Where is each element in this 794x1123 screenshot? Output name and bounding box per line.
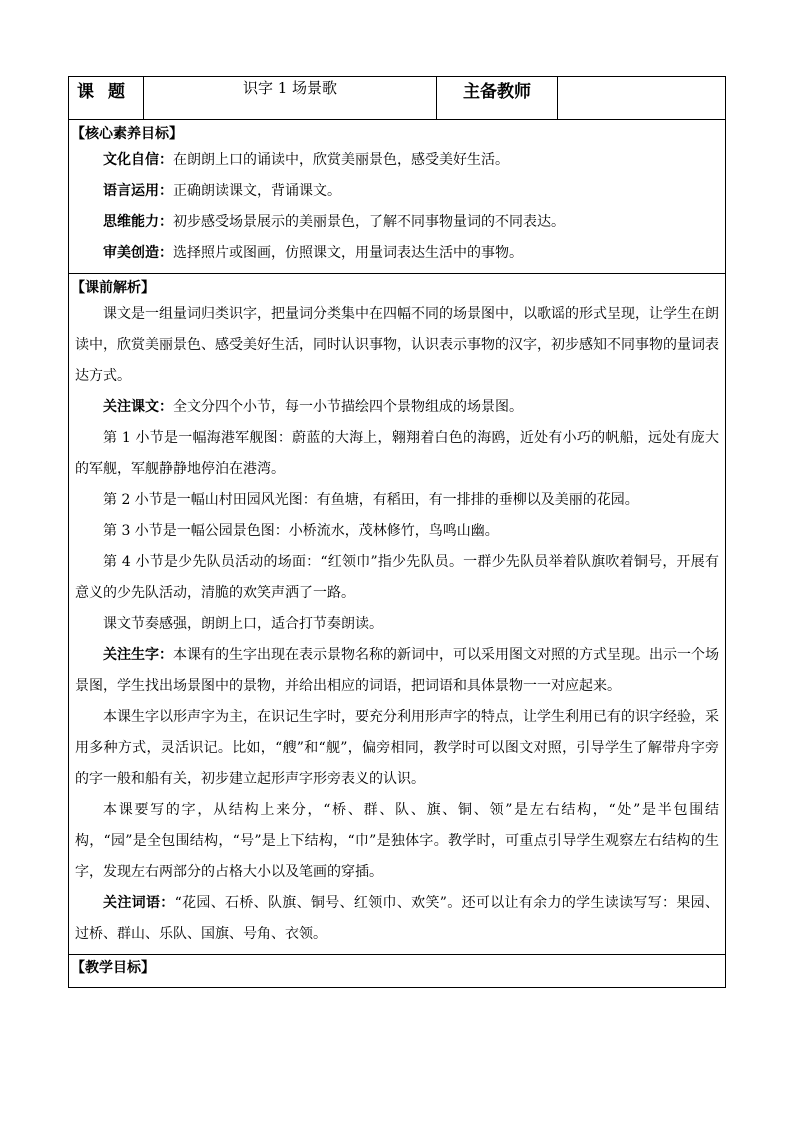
analysis-heading: 【课前解析】 — [71, 280, 155, 296]
analysis-row — [69, 274, 726, 955]
teacher-label: 主备教师 — [437, 77, 558, 120]
paragraph — [75, 795, 719, 888]
core-goals-heading: 【核心素养目标】 — [71, 126, 183, 142]
analysis-section — [69, 274, 726, 955]
paragraph — [75, 176, 719, 207]
paragraph-text: 课文是一组量词归类识字，把量词分类集中在四幅不同的场景图中，以歌谣的形式呈现，让学生在朗读中，欣赏美丽景色、感受美好生活，同时认识事物，认识表示事物的汉字，初步感知不同事物的量词表达方式。 — [75, 306, 719, 384]
paragraph-text: 本课生字以形声字为主，在识记生字时，要充分利用形声字的特点，让学生利用已有的识字经验，采用多种方式，灵活识记。比如，“艘”和“舰”，偏旁相同，教学时可以图文对照，引导学生了解带舟字旁的字一般和船有关，初步建立起形声字形旁表义的认识。 — [75, 709, 719, 787]
teacher-value[interactable] — [558, 77, 726, 120]
paragraph — [75, 207, 719, 238]
core-goals-list — [75, 145, 719, 269]
paragraph-text: 第 2 小节是一幅山村田园风光图：有鱼塘，有稻田，有一排排的垂柳以及美丽的花园。 — [103, 492, 639, 508]
paragraph-text: 初步感受场景展示的美丽景色，了解不同事物量词的不同表达。 — [173, 214, 565, 230]
core-goals-section — [69, 120, 726, 274]
paragraph-text: 第 1 小节是一幅海港军舰图：蔚蓝的大海上，翱翔着白色的海鸥，近处有小巧的帆船，远处有庞大的军舰，军舰静静地停泊在港湾。 — [75, 430, 719, 477]
paragraph — [75, 702, 719, 795]
paragraph-term: 思维能力： — [103, 214, 173, 230]
paragraph-text: 选择照片或图画，仿照课文，用量词表达生活中的事物。 — [173, 245, 523, 261]
paragraph-text: 第 3 小节是一幅公园景色图：小桥流水，茂林修竹，鸟鸣山幽。 — [103, 523, 499, 539]
paragraph — [75, 547, 719, 609]
paragraph-term: 语言运用： — [103, 183, 173, 199]
paragraph — [75, 392, 719, 423]
paragraph — [75, 640, 719, 702]
paragraph — [75, 516, 719, 547]
paragraph-text: 本课有的生字出现在表示景物名称的新词中，可以采用图文对照的方式呈现。出示一个场景图，学生找出场景图中的景物，并给出相应的词语，把词语和具体景物一一对应起来。 — [75, 647, 719, 694]
analysis-list — [75, 299, 719, 950]
paragraph-text: 本课要写的字，从结构上来分，“桥、群、队、旗、铜、领”是左右结构，“处”是半包围结构，“园”是全包围结构，“号”是上下结构，“巾”是独体字。教学时，可重点引导学生观察左右结构的生字，发现左右两部分的占格大小以及笔画的穿插。 — [75, 802, 719, 880]
paragraph-text: 在朗朗上口的诵读中，欣赏美丽景色，感受美好生活。 — [173, 152, 509, 168]
topic-label: 课题 — [69, 77, 144, 120]
lesson-plan-table — [68, 76, 726, 988]
paragraph — [75, 238, 719, 269]
paragraph-text: “花园、石桥、队旗、铜号、红领巾、欢笑”。还可以让有余力的学生读读写写：果园、过桥、群山、乐队、国旗、号角、衣领。 — [75, 895, 720, 942]
paragraph-text: 全文分四个小节，每一小节描绘四个景物组成的场景图。 — [173, 399, 523, 415]
paragraph-term: 关注生字： — [103, 647, 173, 663]
teaching-goals-row — [69, 955, 726, 988]
paragraph-text: 正确朗读课文，背诵课文。 — [173, 183, 341, 199]
core-goals-row — [69, 120, 726, 274]
paragraph — [75, 145, 719, 176]
paragraph-term: 关注词语： — [103, 895, 175, 911]
paragraph — [75, 609, 719, 640]
paragraph-text: 第 4 小节是少先队员活动的场面：“红领巾”指少先队员。一群少先队员举着队旗吹着铜号，开展有意义的少先队活动，清脆的欢笑声洒了一路。 — [75, 554, 719, 601]
paragraph — [75, 888, 719, 950]
paragraph-text: 课文节奏感强，朗朗上口，适合打节奏朗读。 — [103, 616, 383, 632]
lesson-plan-sheet — [68, 76, 725, 988]
teaching-goals-heading: 【教学目标】 — [71, 960, 155, 976]
paragraph-term: 审美创造： — [103, 245, 173, 261]
header-row — [69, 77, 726, 120]
paragraph — [75, 423, 719, 485]
lesson-title: 识字 1 场景歌 — [144, 77, 437, 120]
paragraph — [75, 485, 719, 516]
paragraph — [75, 299, 719, 392]
paragraph-term: 文化自信： — [103, 152, 173, 168]
paragraph-term: 关注课文： — [103, 399, 173, 415]
teaching-goals-section — [69, 955, 726, 988]
